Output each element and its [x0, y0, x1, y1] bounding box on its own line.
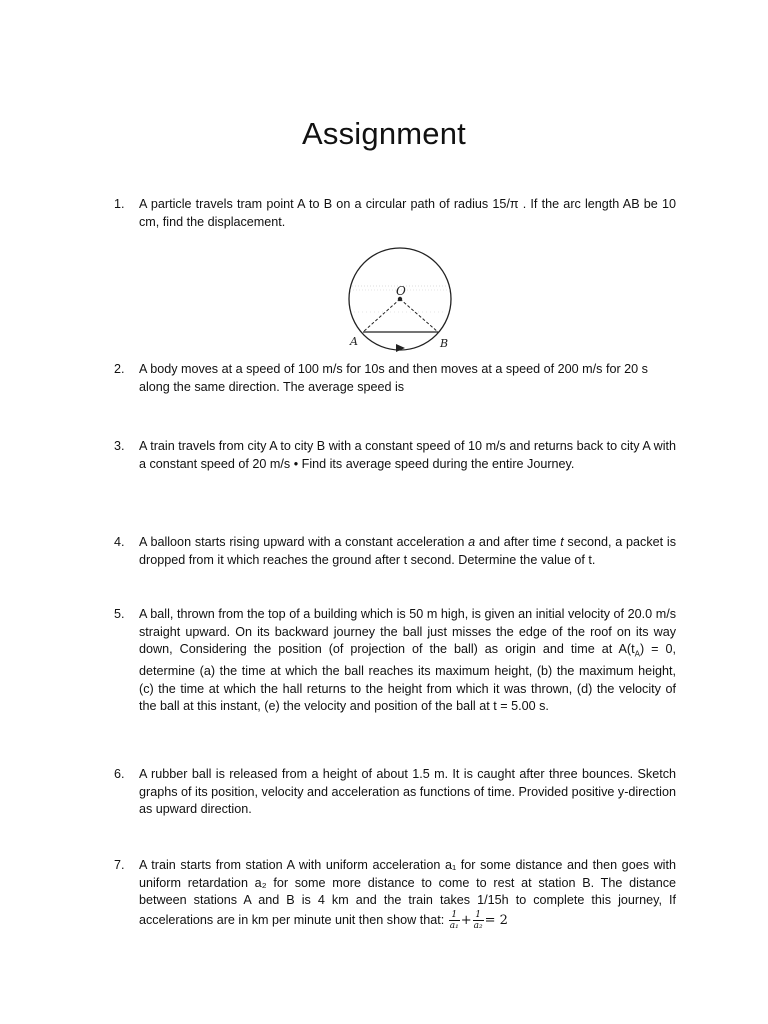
question-5 [114, 606, 676, 716]
page-title: Assignment [302, 116, 466, 151]
circle-arc-diagram [330, 246, 460, 358]
question-text: A balloon starts rising upward with a constant acceleration a and after time t second, a packet is dropped from it which reaches the ground after t second. Determine the value of t. [139, 535, 676, 567]
question-number: 1. [114, 197, 125, 211]
question-number: 3. [114, 439, 125, 453]
direction-arrow-icon [396, 344, 405, 352]
question-text: A train starts from station A with uniform acceleration a₁ for some distance and then goes with uniform retardation a₂ for some more distance to come to rest at station B. The distance between stations A and B is 4 km and the train takes 1/15h to complete this journey, If accelerations are in km per minute unit then show that: $\frac{1}{\text{a₁}}$ + $\frac{1}{\text{a₂}}$ = 2 [139, 858, 676, 931]
question-text: A ball, thrown from the top of a building which is 50 m high, is given an initial velocity of 20.0 m/s straight upward. On its backward journey the ball just misses the edge of the roof on its way down, Considering the position (of projection of the ball) as origin and time at $A(t_A) = 0$, determine (a) the time at which the ball reaches its maximum height, (b) the maximum height, (c) the time at which the hall returns to the height from which it was thrown, (d) the velocity of the ball at this instant, (e) the velocity and position of the ball at t = 5.00 s. [139, 607, 676, 714]
question-number: 2. [114, 362, 125, 376]
question-7 [114, 857, 676, 931]
question-text: A train travels from city A to city B with a constant speed of 10 m/s and returns back to city A with a constant speed of 20 m/s • Find its average speed during the entire Journey. [139, 439, 676, 471]
label-point-b: B [440, 337, 449, 350]
question-2 [114, 361, 676, 396]
question-text: A particle travels tram point A to B on a circular path of radius 15/π . If the arc length AB be 10 cm, find the displacement. [139, 197, 676, 229]
formula: $\frac{1}{\text{a₁}}$ + $\frac{1}{\text{a₂}}$ = 2 [449, 909, 508, 931]
question-3 [114, 438, 676, 473]
label-point-a: A [350, 335, 358, 348]
question-1 [114, 196, 676, 231]
question-4 [114, 534, 676, 569]
question-6 [114, 766, 676, 819]
radius-ob [400, 299, 438, 332]
fraction-2: $\frac{1}{\text{a₂}}$ [473, 909, 483, 931]
question-number: 7. [114, 858, 125, 872]
question-number: 6. [114, 767, 125, 781]
fraction-1: $\frac{1}{\text{a₁}}$ [449, 909, 459, 931]
question-number: 4. [114, 535, 125, 549]
question-text: A body moves at a speed of 100 m/s for 10s and then moves at a speed of 200 m/s for 20 s along the same direction. The average speed is [139, 362, 648, 394]
radius-oa [363, 299, 400, 332]
question-text: A rubber ball is released from a height of about 1.5 m. It is caught after three bounces. Sketch graphs of its position, velocity and acceleration as functions of time. Provided positive y-direction as upward direction. [139, 767, 676, 817]
question-number: 5. [114, 607, 125, 621]
label-center: O [396, 284, 406, 298]
